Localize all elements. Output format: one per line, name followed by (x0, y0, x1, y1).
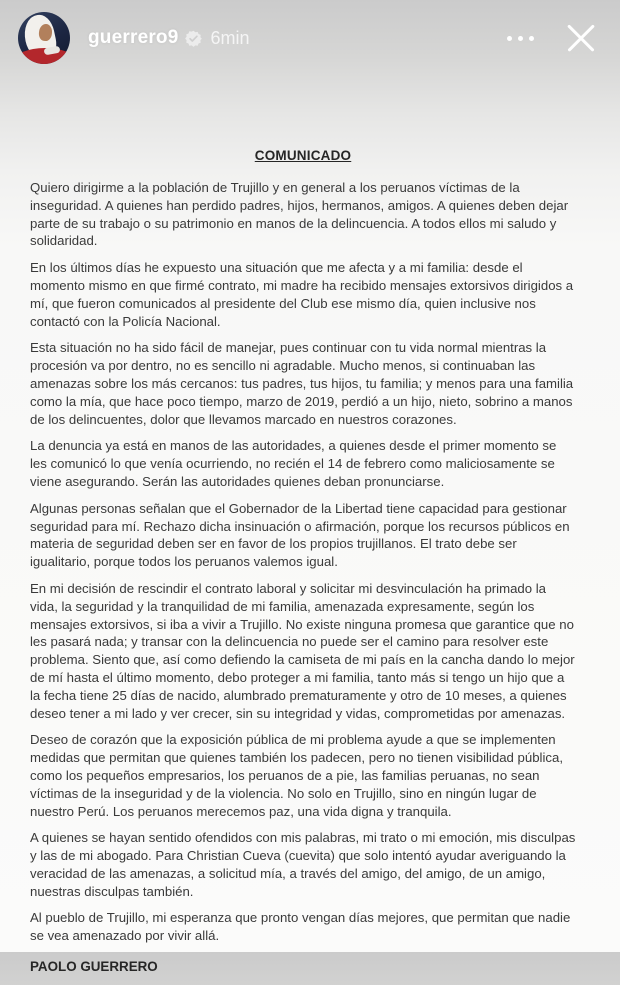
story-username[interactable]: guerrero9 (88, 27, 179, 48)
document-body (30, 179, 576, 945)
communique-document (30, 148, 576, 985)
document-signature: PAOLO GUERRERO (30, 959, 158, 975)
document-paragraph: En mi decisión de rescindir el contrato laboral y solicitar mi desvinculación ha primado la vida, la seguridad y la tranquilidad de mi familia, amenazada expresamente, según los mensajes extorsivos, si iba a vivir a Trujillo. No existe ninguna promesa que garantice que no les pasará nada; y transar con la delincuencia no puede ser el camino para resolver este problema. Siento que, así como defiendo la camiseta de mi país en la cancha dando lo mejor de mí hasta el último momento, debo proteger a mi familia, tanto más si tengo un hijo que a la fecha tiene 25 días de nacido, alumbrado prematuramente y otro de 10 meses, a quienes deseo tener a mi lado y ver crecer, sin su integridad y vidas, comprometidas por amenazas. (30, 580, 575, 721)
document-paragraph: Al pueblo de Trujillo, mi esperanza que pronto vengan días mejores, que permitan que nadie se vea amenazado por vivir allá. (30, 910, 571, 944)
document-paragraph: Deseo de corazón que la exposición pública de mi problema ayude a que se implementen medidas que permitan que quienes también los padecen, pero no tienen visibilidad pública, como los pequeños empresarios, los peruanos de a pie, las familias peruanas, no sean víctimas de la inseguridad y de la violencia. No solo en Trujillo, sino en ningún lugar de nuestro Perú. Los peruanos merecemos paz, una vida digna y tranquila. (30, 732, 563, 819)
more-options-button[interactable] (497, 22, 544, 55)
document-paragraph: En los últimos días he expuesto una situación que me afecta y a mi familia: desde el momento mismo en que firmé contrato, mi madre ha recibido mensajes extorsivos dirigidos a mí, que fueron comunicados al presidente del Club ese mismo día, quien inclusive nos contactó con la Policía Nacional. (30, 260, 574, 329)
dot-icon (518, 36, 523, 41)
header-actions (497, 15, 604, 61)
story-timestamp: 6min (210, 27, 250, 48)
story-header (0, 0, 620, 76)
close-button[interactable] (558, 15, 604, 61)
dot-icon (529, 36, 534, 41)
user-line (88, 27, 250, 49)
document-paragraph: La denuncia ya está en manos de las autoridades, a quienes desde el primer momento se les comunicó lo que venía ocurriendo, no recién el 14 de febrero como maliciosamente se viene asegurando. Serán las autoridades quienes deban pronunciarse. (30, 438, 557, 489)
document-paragraph: Algunas personas señalan que el Gobernador de la Libertad tiene capacidad para gestionar seguridad para mí. Rechazo dicha insinuación o afirmación, porque los recursos públicos en materia de seguridad deben ser en favor de los propios trujillanos. El trato debe ser igualitario, porque todos los peruanos valemos igual. (30, 500, 570, 570)
dot-icon (507, 36, 512, 41)
document-paragraph: Esta situación no ha sido fácil de manejar, pues continuar con tu vida normal mientras la procesión va por dentro, no es sencillo ni agradable. Mucho menos, si continuaban las amenazas sobre los más cercanos: tus padres, tus hijos, tu familia; y menos para una familia como la mía, que hace poco tiempo, marzo de 2019, perdió a un hijo, nieto, sobrino a manos de los delincuentes, dolor que llevamos marcado en nuestros corazones. (30, 340, 574, 427)
verified-badge-icon (185, 30, 202, 47)
document-title: COMUNICADO (254, 148, 352, 163)
document-paragraph: A quienes se hayan sentido ofendidos con mis palabras, mi trato o mi emoción, mis disculpas y las de mi abogado. Para Christian Cueva (cuevita) que solo intentó ayudar averiguando la veracidad de las amenazas, a solicitud mía, a través del amigo, del amigo, de un amigo, nuestras disculpas también. (30, 830, 576, 899)
avatar[interactable] (18, 12, 70, 64)
document-paragraph: Quiero dirigirme a la población de Trujillo y en general a los peruanos víctimas de la inseguridad. A quienes han perdido padres, hijos, hermanos, amigos. A quienes deben dejar parte de su trabajo o su patrimonio en manos de la delincuencia. A todos ellos mi saludo y solidaridad. (30, 180, 569, 249)
